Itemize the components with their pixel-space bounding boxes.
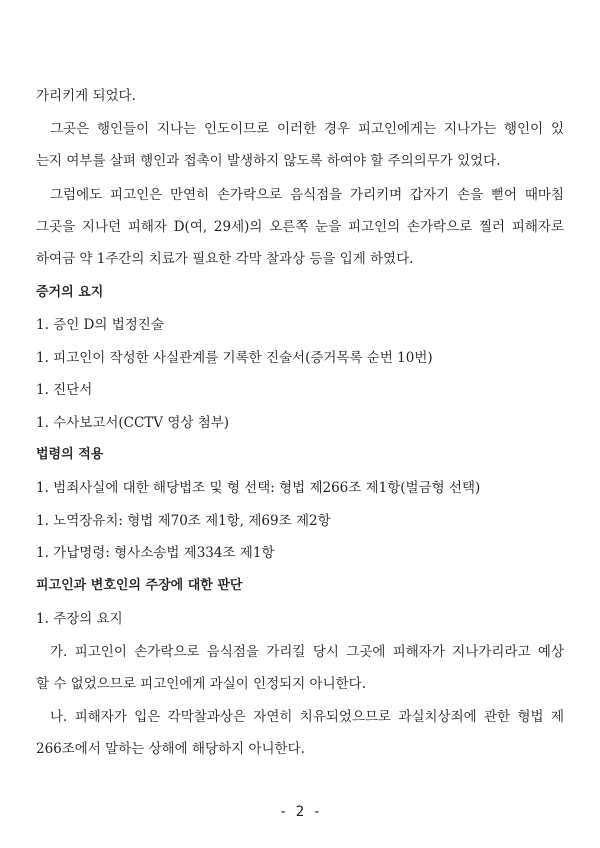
fact-paragraph-line: 그럼에도 피고인은 만연히 손가락으로 음식점을 가리키며 갑자기 손을 뻗어 때마침 [50, 187, 564, 203]
law-item: 1. 범죄사실에 대한 해당법조 및 형 선택: 형법 제266조 제1항(벌금형 선택) [36, 480, 481, 496]
evidence-item: 1. 수사보고서(CCTV 영상 첨부) [36, 415, 230, 431]
fact-paragraph-line: 그곳을 지나던 피해자 D(여, 29세)의 오른쪽 눈을 피고인의 손가락으로 찔러 피해자로 [36, 219, 564, 235]
claim-paragraph-line: 할 수 없었으므로 피고인에게 과실이 인정되지 아니한다. [36, 676, 366, 692]
evidence-item: 1. 증인 D의 법정진술 [36, 317, 164, 333]
evidence-heading: 증거의 요지 [36, 285, 104, 300]
evidence-item: 1. 진단서 [36, 382, 93, 398]
claim-paragraph-line: 가. 피고인이 손가락으로 음식점을 가리킬 당시 그곳에 피해자가 지나가리라고 예상 [50, 644, 564, 660]
page-number: - 2 - [278, 804, 322, 820]
claim-paragraph-line: 266조에서 말하는 상해에 해당하지 아니한다. [36, 741, 305, 757]
fact-paragraph-line: 그곳은 행인들이 지나는 인도이므로 이러한 경우 피고인에게는 지나가는 행인이 있 [50, 121, 564, 137]
fact-paragraph-line: 는지 여부를 살펴 행인과 접촉이 발생하지 않도록 하여야 할 주의의무가 있었다. [36, 153, 501, 169]
claims-subheading: 1. 주장의 요지 [36, 611, 123, 627]
claim-paragraph-line: 나. 피해자가 입은 각막찰과상은 자연히 치유되었으므로 과실치상죄에 관한 형법 제 [50, 709, 564, 725]
claims-heading: 피고인과 변호인의 주장에 대한 판단 [36, 578, 243, 593]
evidence-item: 1. 피고인이 작성한 사실관계를 기록한 진술서(증거목록 순번 10번) [36, 350, 433, 366]
law-item: 1. 노역장유치: 형법 제70조 제1항, 제69조 제2항 [36, 513, 331, 529]
law-heading: 법령의 적용 [36, 447, 104, 462]
fact-paragraph-line: 하여금 약 1주간의 치료가 필요한 각막 찰과상 등을 입게 하였다. [36, 251, 414, 267]
law-item: 1. 가납명령: 형사소송법 제334조 제1항 [36, 545, 275, 561]
fact-paragraph-line: 가리키게 되었다. [36, 88, 136, 104]
